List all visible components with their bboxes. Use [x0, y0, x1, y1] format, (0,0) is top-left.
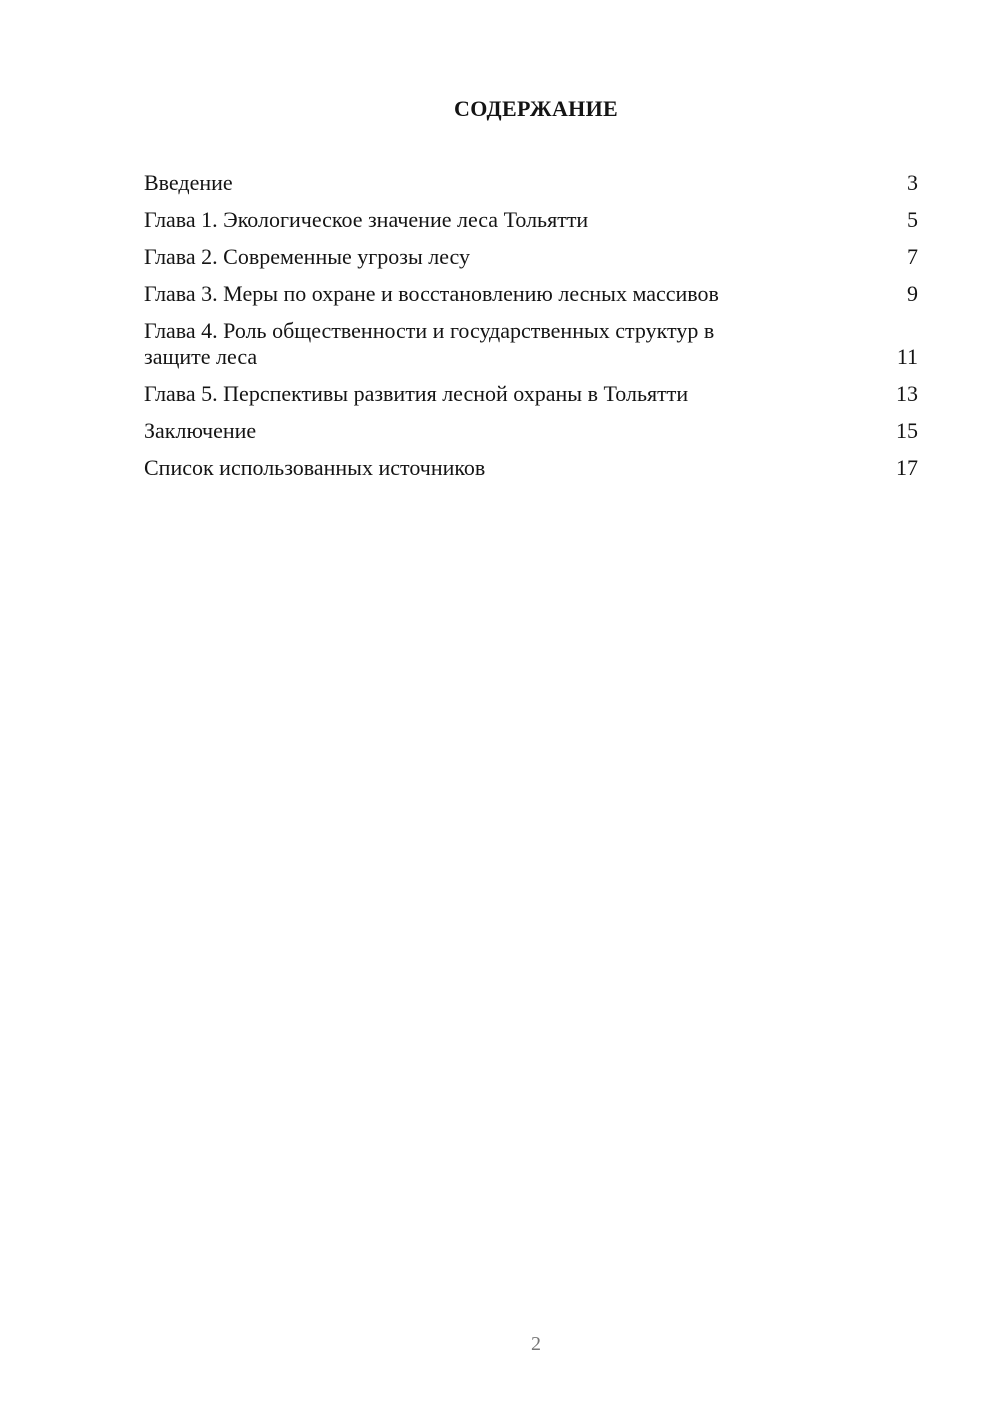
toc-entry-title-line: Список использованных источников — [144, 455, 486, 480]
toc-entry-chapter-1 — [144, 207, 918, 233]
toc-entry-introduction — [144, 170, 918, 196]
toc-entry-title — [144, 318, 714, 370]
page-title: СОДЕРЖАНИЕ — [454, 96, 618, 121]
toc-entry-title-line: Глава 3. Меры по охране и восстановлению лесных массивов — [144, 281, 719, 306]
toc-entry-title — [144, 455, 485, 481]
toc-entry-chapter-2 — [144, 244, 918, 270]
toc-entry-page-number: 3 — [907, 170, 918, 195]
toc-entry-conclusion — [144, 418, 918, 444]
toc-entry-title-line: Глава 1. Экологическое значение леса Тольятти — [144, 207, 589, 232]
toc-entry-page-number: 17 — [896, 455, 918, 480]
toc-entry-references — [144, 455, 918, 481]
toc-entry-title — [144, 418, 256, 444]
toc-entry-page-number: 11 — [896, 344, 918, 369]
toc-entry-chapter-4 — [144, 318, 918, 370]
toc-entry-chapter-5 — [144, 381, 918, 407]
toc-entry-page-number: 7 — [907, 244, 918, 269]
toc-entry-page-number: 15 — [896, 418, 918, 443]
toc-entry-title-line: Глава 5. Перспективы развития лесной охраны в Тольятти — [144, 381, 689, 406]
toc-entry-page-number: 9 — [907, 281, 918, 306]
toc-entry-title-line: защите леса — [144, 344, 258, 369]
toc-entry-title-line: Глава 2. Современные угрозы лесу — [144, 244, 471, 269]
table-of-contents — [144, 170, 918, 492]
toc-entry-title-line: Глава 4. Роль общественности и государственных структур в — [144, 318, 715, 343]
page-number: 2 — [531, 1333, 541, 1355]
toc-entry-title — [144, 207, 588, 233]
toc-entry-title — [144, 381, 688, 407]
toc-entry-page-number: 13 — [896, 381, 918, 406]
toc-entry-title-line: Введение — [144, 170, 233, 195]
toc-entry-chapter-3 — [144, 281, 918, 307]
toc-entry-title — [144, 244, 470, 270]
toc-entry-title — [144, 281, 719, 307]
toc-entry-title-line: Заключение — [144, 418, 257, 443]
toc-entry-page-number: 5 — [907, 207, 918, 232]
toc-entry-title — [144, 170, 233, 196]
